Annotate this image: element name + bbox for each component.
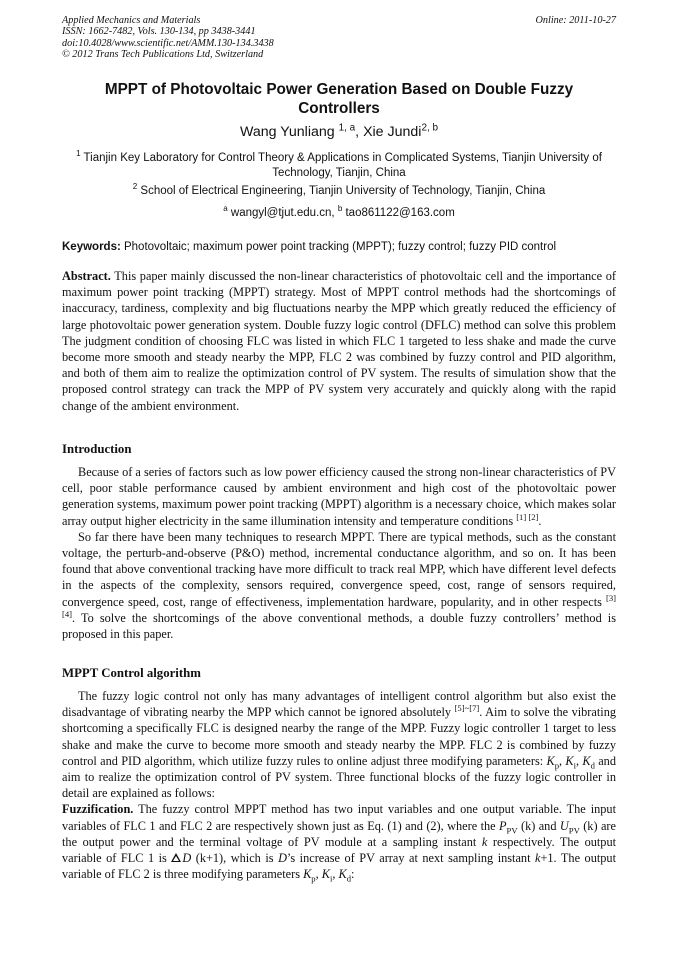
fz-text-5: ’s increase of PV array at next sampling instant [286,851,535,866]
journal-header [62,15,616,61]
intro-p2-end: . To solve the shortcomings of the above conventional methods, a double fuzzy controllers’ method is proposed in this paper. [62,610,616,642]
mppt-p1b: . Aim to solve the vibrating shortcoming a specifically FLC is designed nearby the range of the MPP. Fuzzy logic controller 1 target to less shake and make the curve to become more smooth and steady nearby the MPP. FLC 2 is combined by fuzzy control and PID algorithm, which utilize fuzzy rules to online adjust three modifying parameters: [62,705,616,768]
symbol-d: D [182,851,192,866]
abstract-label: Abstract. [62,269,111,283]
affiliation-1-text: Tianjin Key Laboratory for Control Theory & Applications in Complicated Systems, Tianjin University of Technology, Tianjin, China [80,152,602,179]
fz-text-3: respectively. The output variable of FLC 1 is [62,834,617,866]
introduction-heading: Introduction [62,442,132,456]
issn-line: ISSN: 1662-7482, Vols. 130-134, pp 3438-3441 [62,26,256,38]
sep: , [559,753,566,768]
email-b[interactable]: tao861122@163.com [342,207,455,219]
symbol-k2d: K [338,867,347,882]
symbol-k2p: K [303,867,312,882]
intro-ref-3-4: [3] [4] [62,592,616,619]
keywords [62,241,622,253]
abstract-text: This paper mainly discussed the non-linear characteristics of photovoltaic cell and the importance of maximum power point tracking (MPPT) strategy. Most of MPPT control methods had the shortcomings of inaccuracy, tardiness, complexity and big fluctuations nearby the MPP which greatly reduced the efficiency of large photovoltaic power generation system. Double fuzzy logic control (DFLC) method can solve this problem The judgment condition of choosing FLC was listed in which FLC 1 targeted to less shake and made the curve become more smooth and steady nearby the MPP, FLC 2 was combined by fuzzy control and PID algorithm, and both of them aim to realize the optimization control of PV system. The results of simulation show that the proposed control strategy can track the MPP of PV system very accurately and quickly along with the rapid change of the ambient environment. [62,269,616,413]
symbol-k2d-sub: d [346,873,352,884]
fz-text-7: : [351,867,355,882]
sep: , [315,867,322,882]
sep: , [332,867,339,882]
online-date: Online: 2011-10-27 [535,15,616,26]
symbol-ppv-sub: PV [506,825,518,836]
introduction-paragraph-2 [62,529,616,642]
affiliation-1-number: 1 [76,149,81,159]
symbol-ppv: P [499,818,507,833]
author-1-name: Wang Yunliang [240,124,339,140]
intro-p1-text: Because of a series of factors such as low power efficiency caused the strong non-linear characteristics of PV cell, poor stable performance caused by ambient environment and high cost of the photovoltaic power generation systems, maximum power point tracking (MPPT) algorithm is a necessary choice, which makes solar array output higher electricity in the same illumination intensity and temperature conditions [62,465,616,528]
authors-line [62,124,616,140]
mppt-ref-5-7: [5]~[7] [454,703,480,714]
symbol-ki: K [565,753,574,768]
introduction-paragraph-1 [62,464,616,529]
fz-text-1: The fuzzy control MPPT method has two input variables and one output variable. The input variables of FLC 1 and FLC 2 are respectively shown just as Eq. (1) and (2), where the [62,802,616,833]
mppt-body [62,688,616,882]
journal-name: Applied Mechanics and Materials [62,15,201,26]
author-separator: , [355,124,364,140]
author-1-sup: 1, a [338,122,356,134]
mppt-heading: MPPT Control algorithm [62,666,201,680]
symbol-upv-sub: PV [568,825,580,836]
author-2-name: Xie Jundi [363,124,422,140]
symbol-kp: K [546,753,555,768]
mppt-p1a: The fuzzy logic control not only has many advantages of intelligent control algorithm but also exist the disadvantage of vibrating nearby the MPP which cannot be ignored absolutely [62,689,616,720]
symbol-k: k [481,834,488,849]
fz-kp1: (k+1) [191,851,224,866]
intro-p1-end: . [538,513,542,528]
keywords-label: Keywords: [62,241,121,253]
email-a-sup: a [223,204,228,214]
fuzzification-paragraph [62,801,616,882]
affiliation-2-number: 2 [132,182,138,192]
symbol-upv: U [559,818,569,833]
delta-icon [171,853,181,862]
symbol-kp-sub: p [554,760,559,771]
symbol-k-b: k [535,851,541,866]
mppt-paragraph-1 [62,688,616,801]
fz-k1: (k) [517,818,536,833]
symbol-k2p-sub: p [311,873,316,884]
symbol-k2i-sub: i [329,873,333,884]
affiliation-2 [62,184,616,199]
symbol-kd: K [582,753,591,768]
keywords-text: Photovoltaic; maximum power point tracking (MPPT); fuzzy control; fuzzy PID control [120,241,557,253]
symbol-d-var: D [278,851,287,866]
intro-ref-1-2: [1] [2] [516,511,539,522]
introduction-body [62,464,616,642]
author-2-sup: 2, b [421,122,438,134]
symbol-ki-sub: i [573,760,576,771]
symbol-k2i: K [321,867,330,882]
affiliation-2-text: School of Electrical Engineering, Tianjin University of Technology, Tianjin, China [137,185,546,197]
intro-p2-text: So far there have been many techniques to research MPPT. There are typical methods, such as the constant voltage, the perturb-and-observe (P&O) method, incremental conductance algorithm, and so on. It has been found that above conventional tracking have more difficult to track real MPP, which have different level defects in the aspects of the complexity, sensors required, convergence speed, cost, range of sensors required, convergence speed, cost, range of effectiveness, implementation hardware, popularity, and in other respects [62,529,616,609]
abstract [62,268,616,414]
doi-line: doi:10.4028/www.scientific.net/AMM.130-134.3438 [62,37,274,49]
fuzzification-label: Fuzzification. [62,802,134,817]
mppt-p1c: and aim to realize the optimization control of PV system. Three functional blocks of the fuzzy logic controller in detail are explained as follows: [62,753,616,801]
email-b-sup: b [337,204,343,214]
fz-k2: (k) [579,818,598,833]
fz-text-4: , which is [223,851,279,866]
fz-text-2: are the output power and the terminal voltage of PV module at a sampling instant [62,818,616,849]
affiliation-1 [62,151,616,180]
paper-title: MPPT of Photovoltaic Power Generation Based on Double Fuzzy Controllers [104,81,574,117]
copyright-line: © 2012 Trans Tech Publications Ltd, Switzerland [62,49,264,61]
email-line [62,206,616,221]
fz-and: and [535,818,560,833]
sep: , [576,753,583,768]
symbol-kd-sub: d [590,760,595,771]
fz-text-6: +1. The output variable of FLC 2 is three modifying parameters [62,851,616,882]
email-a[interactable]: wangyl@tjut.edu.cn, [227,207,338,219]
